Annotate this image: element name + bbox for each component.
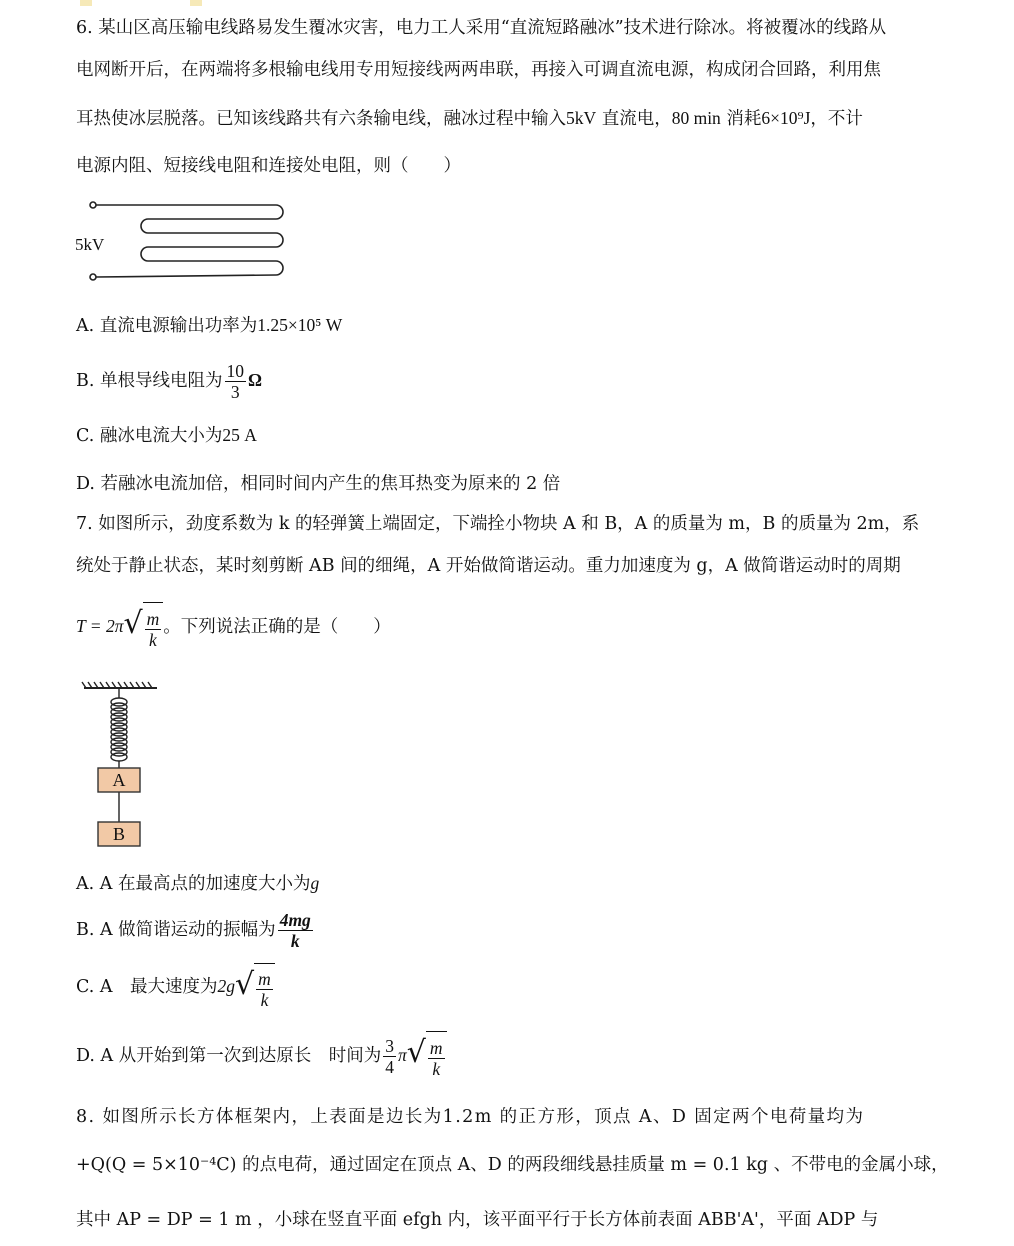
q7-period-formula: T = 2π √ $\frac{m}{k}$ 。下列说法正确的是（ ）	[76, 601, 391, 654]
q6-voltage-label: 5kV	[75, 235, 105, 254]
sqrt-m-over-k: √ $\frac{m}{k}$	[124, 602, 164, 654]
q6-stem-line4: 电源内阻、短接线电阻和连接处电阻，则（ ）	[76, 156, 461, 176]
q6-stem-line3: 耳热使冰层脱落。已知该线路共有六条输电线，融冰过程中输入5kV 直流电，80 min 消耗6×10⁹J，不计	[76, 108, 863, 129]
q6-option-a: A. 直流电源输出功率为1.25×10⁵ W	[76, 315, 343, 336]
q6-option-d: D. 若融冰电流加倍，相同时间内产生的焦耳热变为原来的 2 倍	[76, 474, 561, 494]
q7-option-a: A. A 在最高点的加速度大小为g	[76, 873, 320, 894]
q7-option-d: D. A 从开始到第一次到达原长 时间为 $\frac{3}{4}$ π √ $\frac{m}{k}$	[76, 1030, 447, 1083]
q8-stem-line3: 其中 AP = DP = 1 m ，小球在竖直平面 efgh 内，该平面平行于长方体前表面 ABB'A'，平面 ADP 与	[76, 1210, 879, 1230]
q7-stem-line1: 7. 如图所示，劲度系数为 k 的轻弹簧上端固定，下端拴小物块 A 和 B，A 的质量为 m，B 的质量为 2m，系	[76, 514, 920, 534]
q6-option-c: C. 融冰电流大小为25 A	[76, 425, 257, 446]
q6-stem-line2: 电网断开后，在两端将多根输电线用专用短接线两两串联，再接入可调直流电源，构成闭合回路，利用焦	[76, 60, 881, 80]
q6-stem-line1: 6. 某山区高压输电线路易发生覆冰灾害，电力工人采用“直流短路融冰”技术进行除冰。将被覆冰的线路从	[76, 18, 887, 38]
q7-stem-line2: 统处于静止状态，某时刻剪断 AB 间的细绳，A 开始做简谐运动。重力加速度为 g，A 做简谐运动时的周期	[76, 556, 901, 576]
block-b-label: B	[112, 824, 125, 844]
q7-option-c: C. A 最大速度为2g √ $\frac{m}{k}$	[76, 962, 275, 1013]
q7-option-b: B. A 做简谐运动的振幅为 $\frac{4mg}{k}$	[76, 910, 311, 951]
q8-stem-line1: 8. 如图所示长方体框架内，上表面是边长为1.2m 的正方形，顶点 A、D 固定两个电荷量均为	[76, 1107, 865, 1127]
q6-option-b: B. 单根导线电阻为 $\frac{10}{3}$ Ω	[76, 361, 263, 402]
fraction-10-3: $\frac{10}{3}$	[226, 361, 244, 402]
q8-stem-line2: +Q(Q = 5×10⁻⁴C) 的点电荷，通过固定在顶点 A、D 的两段细线悬挂质量 m = 0.1 kg 、不带电的金属小球，	[76, 1155, 949, 1175]
block-a-label: A	[112, 770, 126, 790]
